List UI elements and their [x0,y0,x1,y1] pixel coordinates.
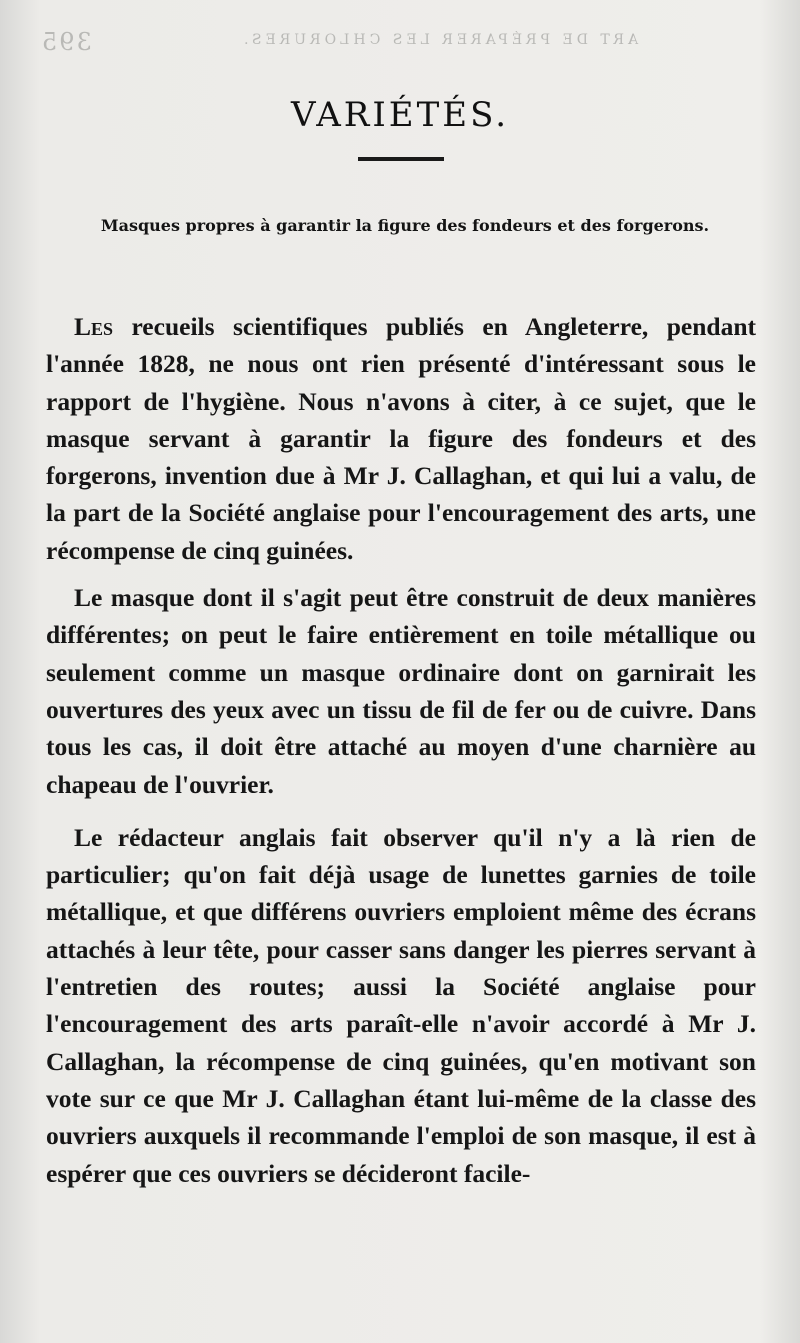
paragraph-3-text: Le rédacteur anglais fait observer qu'il n'y a là rien de particulier; qu'on fait déjà usage de lunettes garnies de toile métallique, et que différens ouvriers emploient même des écrans attachés à leur tête, pour casser sans danger les pierres servant à l'entretien des routes; aussi la Société anglaise pour l'encouragement des arts paraît-elle n'avoir accordé à Mr J. Callaghan, la récompense de cinq guinées, qu'en motivant son vote sur ce que Mr J. Callaghan étant lui-même de la classe des ouvriers auxquels il recommande l'emploi de son masque, il est à espérer que ces ouvriers se décideront facile- [46,822,756,1188]
paragraph-1 [46,308,756,569]
title-rule [358,157,444,161]
running-head: ART DE PRÉPARER LES CHLORURES. [240,32,639,48]
page-title: VARIÉTÉS. [290,94,510,135]
show-through-header [30,28,770,68]
paragraph-3 [46,819,756,1192]
article-subtitle: Masques propres à garantir la figure des fondeurs et des forgerons. [100,216,710,235]
page-number: 395 [40,28,92,56]
paragraph-2 [46,579,756,803]
paragraph-2-text: Le masque dont il s'agit peut être construit de deux manières différentes; on peut le faire entièrement en toile métallique ou seulement comme un masque ordinaire dont on garnirait les ouvertures des yeux avec un tissu de fil de fer ou de cuivre. Dans tous les cas, il doit être attaché au moyen d'une charnière au chapeau de l'ouvrier. [46,583,756,799]
paragraph-1-text: recueils scientifiques publiés en Angleterre, pendant l'année 1828, ne nous ont rien présenté d'intéressant sous le rapport de l'hygiène. Nous n'avons à citer, à ce sujet, que le masque servant à garantir la figure des fondeurs et des forgerons, invention due à Mr J. Callaghan, et qui lui a valu, de la part de la Société anglaise pour l'encouragement des arts, une récompense de cinq guinées. [46,312,756,565]
paragraph-1-lead: Les [74,312,114,341]
article-body [46,308,756,1192]
